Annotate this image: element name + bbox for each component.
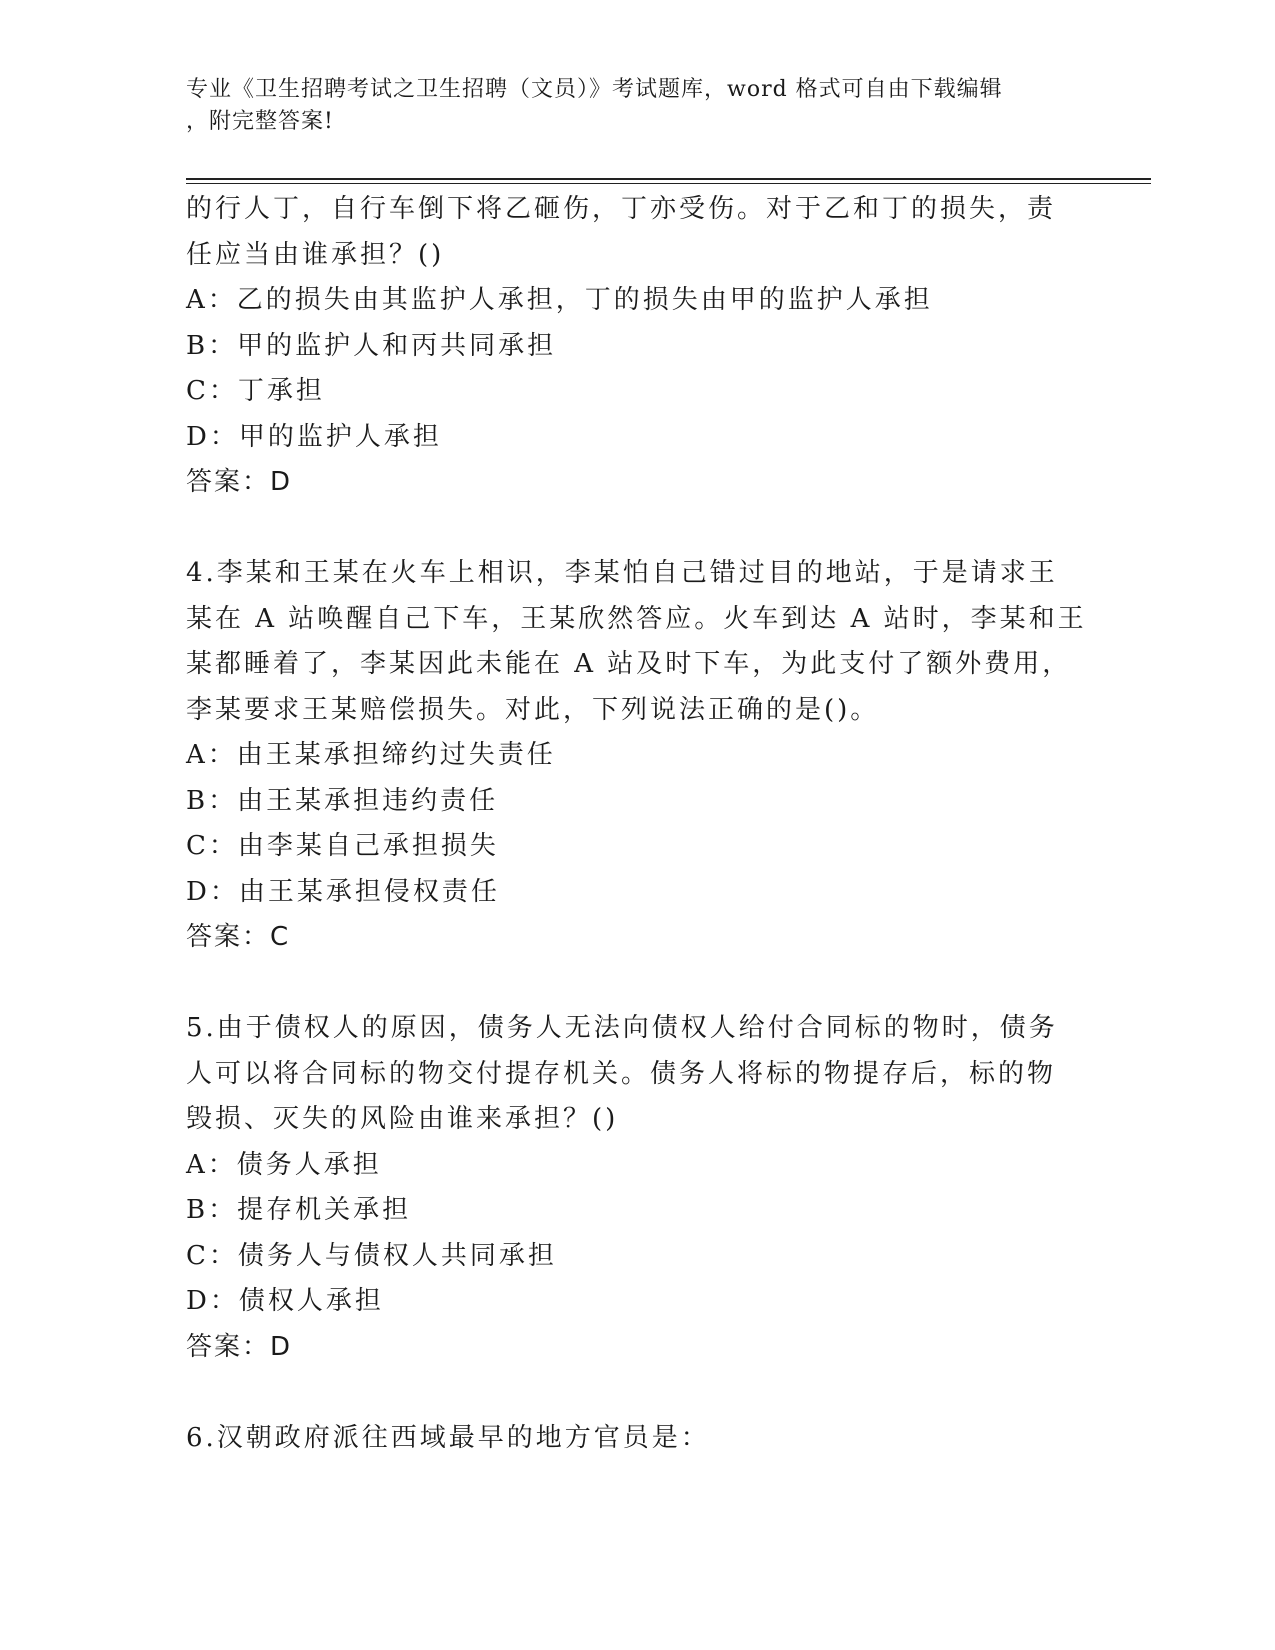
question-6 — [186, 1416, 1066, 1462]
question-5 — [186, 1006, 1066, 1370]
option-c: C：由李某自己承担损失 — [186, 831, 499, 861]
option-a: A：由王某承担缔约过失责任 — [186, 740, 556, 770]
question-stem-line: 4.李某和王某在火车上相识，李某怕自己错过目的地站，于是请求王 — [186, 558, 1058, 588]
option-d: D：由王某承担侵权责任 — [186, 876, 500, 907]
spacer — [186, 1370, 1066, 1416]
option-c: C：丁承担 — [186, 376, 325, 406]
question-stem-line: 6.汉朝政府派往西域最早的地方官员是： — [186, 1422, 710, 1453]
question-stem-line: 李某要求王某赔偿损失。对此，下列说法正确的是()。 — [186, 694, 880, 725]
question-3 — [186, 187, 1066, 506]
question-stem-line: 任应当由谁承担？() — [186, 239, 445, 270]
option-d: D：债权人承担 — [186, 1286, 384, 1316]
answer-line: 答案：D — [186, 467, 293, 497]
spacer — [186, 506, 1066, 552]
answer-line: 答案：D — [186, 1331, 293, 1362]
question-stem-line: 的行人丁，自行车倒下将乙砸伤，丁亦受伤。对于乙和丁的损失，责 — [186, 194, 1057, 224]
question-stem-line: 5.由于债权人的原因，债务人无法向债权人给付合同标的物时，债务 — [186, 1013, 1058, 1043]
question-stem-line: 某都睡着了，李某因此未能在 A 站及时下车，为此支付了额外费用， — [186, 649, 1072, 679]
question-stem-line: 人可以将合同标的物交付提存机关。债务人将标的物提存后，标的物 — [186, 1058, 1057, 1089]
option-b: B：甲的监护人和丙共同承担 — [186, 330, 557, 361]
option-c: C：债务人与债权人共同承担 — [186, 1240, 557, 1271]
option-b: B：提存机关承担 — [186, 1195, 412, 1225]
header-divider-thick — [186, 178, 1151, 180]
question-content — [186, 187, 1087, 1461]
option-d: D：甲的监护人承担 — [186, 421, 442, 452]
option-a: A：乙的损失由其监护人承担，丁的损失由甲的监护人承担 — [186, 285, 933, 315]
header-line-2: ，附完整答案! — [186, 109, 334, 134]
answer-line: 答案：C — [186, 922, 291, 952]
question-stem-line: 毁损、灭失的风险由谁来承担？() — [186, 1104, 619, 1134]
header-line-1: 专业《卫生招聘考试之卫生招聘（文员）》考试题库，word 格式可自由下载编辑 — [186, 77, 1003, 102]
question-4 — [186, 551, 1087, 961]
option-b: B：由王某承担违约责任 — [186, 785, 499, 816]
header-divider-thin — [186, 183, 1151, 184]
question-stem-line: 某在 A 站唤醒自己下车，王某欣然答应。火车到达 A 站时，李某和王 — [186, 603, 1087, 634]
document-header — [186, 74, 1066, 138]
spacer — [186, 961, 1066, 1007]
option-a: A：债务人承担 — [186, 1149, 382, 1180]
